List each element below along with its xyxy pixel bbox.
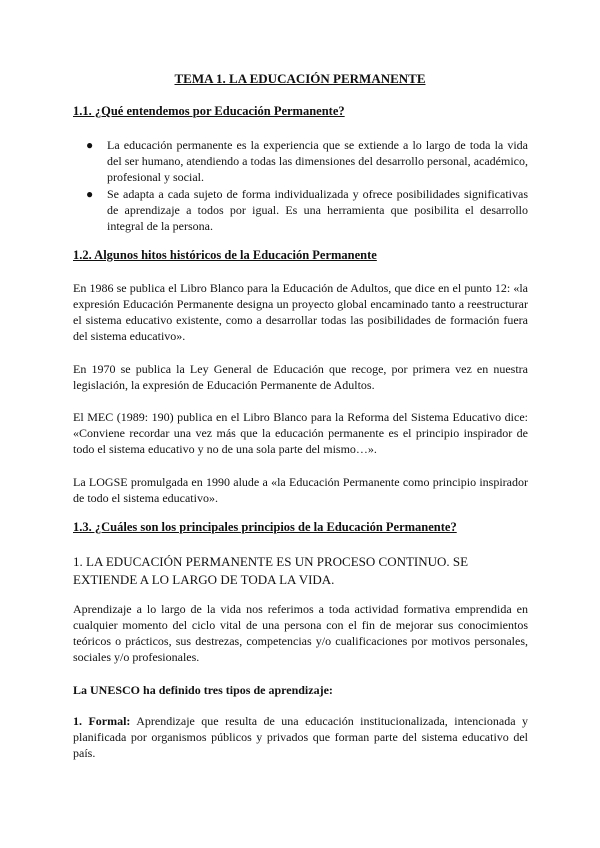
list-item: [73, 137, 528, 185]
section-heading-1-3: 1.3. ¿Cuáles son los principales principios de la Educación Permanente?: [73, 520, 457, 534]
formal-label: 1. Formal:: [73, 714, 131, 728]
bullet-icon: ●: [86, 138, 94, 152]
section-heading-1-2: 1.2. Algunos hitos históricos de la Educación Permanente: [73, 248, 377, 262]
page-title: TEMA 1. LA EDUCACIÓN PERMANENTE: [174, 71, 426, 86]
section-heading-1-1: 1.1. ¿Qué entendemos por Educación Permanente?: [73, 104, 345, 118]
paragraph-mec-1989: El MEC (1989: 190) publica en el Libro Blanco para la Reforma del Sistema Educativo dice: «Conviene recordar una vez más que la educación permanente es el principio inspirador de todo el sistema educativo y no de una sola parte del mismo…».: [73, 410, 528, 456]
paragraph-libro-blanco-1986: En 1986 se publica el Libro Blanco para la Educación de Adultos, que dice en el punto 12: «la expresión Educación Permanente designa un proyecto global encaminado tanto a reestructurar el sistema educativo existente, como a desarrollar todas las posibilidades de formación fuera del sistema educativo».: [73, 281, 528, 343]
bullet-text: Se adapta a cada sujeto de forma individualizada y ofrece posibilidades significativas de aprendizaje a todos por igual. Es una herramienta que posibilita el desarrollo integral de la persona.: [107, 187, 528, 233]
principle-1: 1. LA EDUCACIÓN PERMANENTE ES UN PROCESO CONTINUO. SE EXTIENDE A LO LARGO DE TODA LA VIDA.: [73, 554, 469, 587]
bullet-list: [73, 137, 528, 235]
formal-text: Aprendizaje que resulta de una educación institucionalizada, intencionada y planificada por organismos públicos y privados que forman parte del sistema educativo del país.: [73, 714, 528, 760]
paragraph-logse-1990: La LOGSE promulgada en 1990 alude a «la Educación Permanente como principio inspirador de todo el sistema educativo».: [73, 475, 528, 505]
unesco-heading: La UNESCO ha definido tres tipos de aprendizaje:: [73, 683, 333, 697]
list-item: [73, 186, 528, 234]
bullet-icon: ●: [86, 187, 94, 201]
paragraph-ley-general-1970: En 1970 se publica la Ley General de Educación que recoge, por primera vez en nuestra legislación, la expresión de Educación Permanente de Adultos.: [73, 362, 528, 392]
bullet-text: La educación permanente es la experiencia que se extiende a lo largo de toda la vida del ser humano, atendiendo a todas las dimensiones del desarrollo personal, académico, profesional y social.: [107, 138, 528, 184]
paragraph-formal: [73, 713, 528, 761]
paragraph-aprendizaje: Aprendizaje a lo largo de la vida nos referimos a toda actividad formativa emprendida en cualquier momento del ciclo vital de una persona con el fin de mejorar sus conocimientos teóricos o prácticos, sus destrezas, competencias y/o cualificaciones por motivos personales, sociales y/o profesionales.: [73, 602, 528, 664]
